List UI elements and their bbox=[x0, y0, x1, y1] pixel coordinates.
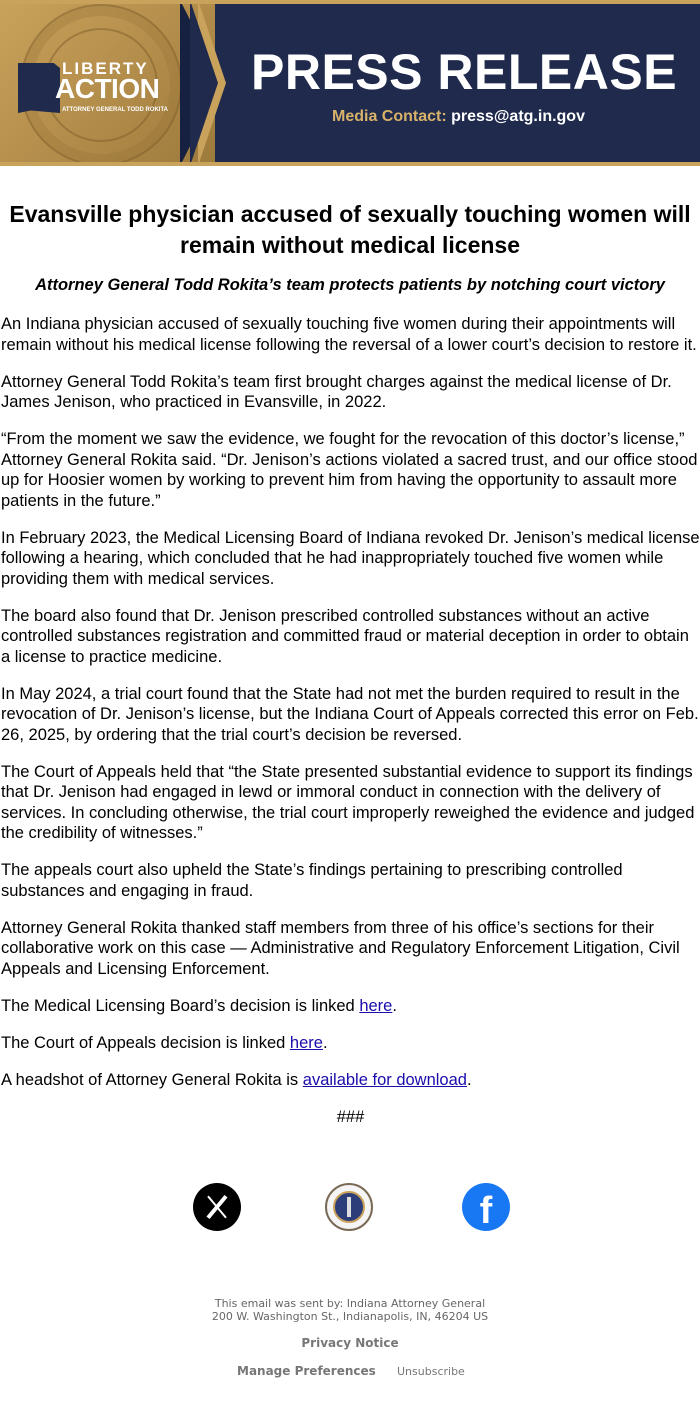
paragraph: The Court of Appeals held that “the State presented substantial evidence to support its findings that Dr. Jenison had engaged in lewd or immoral conduct in connection with the delivery of services. In concluding otherwise, the trial court improperly reweighed the evidence and judged the credibility of witnesses.” bbox=[1, 762, 695, 842]
logo-inaction-text bbox=[28, 73, 159, 105]
article-headline: Evansville physician accused of sexually touching women will remain without medical license bbox=[9, 201, 691, 258]
paragraph: Attorney General Todd Rokita’s team first brought charges against the medical license of Dr. James Jenison, who practiced in Evansville, in 2022. bbox=[1, 372, 672, 411]
period: . bbox=[466, 1070, 472, 1089]
facebook-f-glyph: f bbox=[479, 1190, 493, 1232]
attorney-general-seal-icon[interactable] bbox=[325, 1183, 373, 1231]
media-contact bbox=[332, 108, 585, 126]
end-mark: ### bbox=[336, 1107, 365, 1126]
footer-sent-by: This email was sent by: Indiana Attorney General bbox=[214, 1297, 486, 1310]
unsubscribe-link[interactable]: Unsubscribe bbox=[397, 1365, 465, 1378]
privacy-notice-link[interactable]: Privacy Notice bbox=[301, 1336, 399, 1350]
media-contact-email[interactable]: press@atg.in.gov bbox=[451, 108, 585, 125]
board-decision-line bbox=[1, 996, 700, 1017]
appeals-decision-link[interactable]: here bbox=[289, 1033, 323, 1052]
logo-subtitle: ATTORNEY GENERAL TODD ROKITA bbox=[62, 107, 169, 113]
banner-top-border bbox=[0, 0, 700, 4]
paragraph: An Indiana physician accused of sexually touching five women during their appointments will remain without his medical license following the reversal of a lower court’s decision to restore it. bbox=[1, 315, 697, 354]
period: . bbox=[322, 1033, 328, 1052]
paragraph: In May 2024, a trial court found that the State had not met the burden required to result in the revocation of Dr. Jenison’s license, but the Indiana Court of Appeals corrected this error on Feb. 26, 2025, by ordering that the trial court’s decision be reversed. bbox=[1, 684, 699, 744]
headshot-line bbox=[1, 1070, 700, 1091]
media-contact-label: Media Contact: bbox=[332, 108, 447, 125]
appeals-decision-line bbox=[1, 1033, 700, 1054]
appeals-decision-text: The Court of Appeals decision is linked bbox=[1, 1033, 290, 1052]
manage-preferences-link[interactable]: Manage Preferences bbox=[237, 1364, 376, 1378]
article-subhead: Attorney General Todd Rokita’s team protects patients by notching court victory bbox=[35, 276, 665, 294]
paragraph: The appeals court also upheld the State’s findings pertaining to prescribing controlled substances and engaging in fraud. bbox=[1, 861, 623, 900]
logo-in-text: IN bbox=[28, 73, 55, 104]
press-release-banner bbox=[0, 0, 700, 166]
article-body bbox=[1, 314, 700, 1127]
paragraph: “From the moment we saw the evidence, we fought for the revocation of this doctor’s license,” Attorney General Rokita said. “Dr. Jenison’s actions violated a sacred trust, and our office stood up for Hoosier women by working to prevent him from having the opportunity to assault more patients in the future.” bbox=[1, 430, 698, 510]
paragraph: In February 2023, the Medical Licensing Board of Indiana revoked Dr. Jenison’s medical license following a hearing, which concluded that he had inappropriately touched five women while providing them with medical services. bbox=[1, 528, 700, 588]
board-decision-link[interactable]: here bbox=[359, 996, 393, 1015]
period: . bbox=[392, 996, 397, 1015]
x-twitter-icon[interactable] bbox=[193, 1183, 241, 1231]
headshot-download-link[interactable]: available for download bbox=[302, 1070, 467, 1089]
seal-ring bbox=[333, 1191, 365, 1223]
banner-bottom-border bbox=[0, 162, 700, 166]
paragraph: The board also found that Dr. Jenison prescribed controlled substances without an active controlled substances registration and committed fraud or material deception in order to obtain a license to practice medicine. bbox=[1, 606, 689, 666]
paragraph: Attorney General Rokita thanked staff members from three of his office’s sections for their collaborative work on this case — Administrative and Regulatory Enforcement Litigation, Civil Appeals and Licensing Enforcement. bbox=[1, 918, 680, 978]
headshot-text: A headshot of Attorney General Rokita is bbox=[1, 1070, 303, 1089]
logo-liberty-text: LIBERTY bbox=[62, 59, 149, 78]
board-decision-text: The Medical Licensing Board’s decision is linked bbox=[1, 996, 360, 1015]
footer-address: 200 W. Washington St., Indianapolis, IN, 46204 US bbox=[211, 1310, 489, 1323]
logo-action-text: ACTION bbox=[55, 73, 160, 104]
facebook-icon[interactable] bbox=[462, 1183, 510, 1231]
banner-chevron-navy bbox=[190, 0, 218, 166]
press-release-title: PRESS RELEASE bbox=[251, 44, 678, 100]
footer-sender-info bbox=[0, 1297, 700, 1323]
liberty-in-action-logo bbox=[18, 55, 178, 120]
